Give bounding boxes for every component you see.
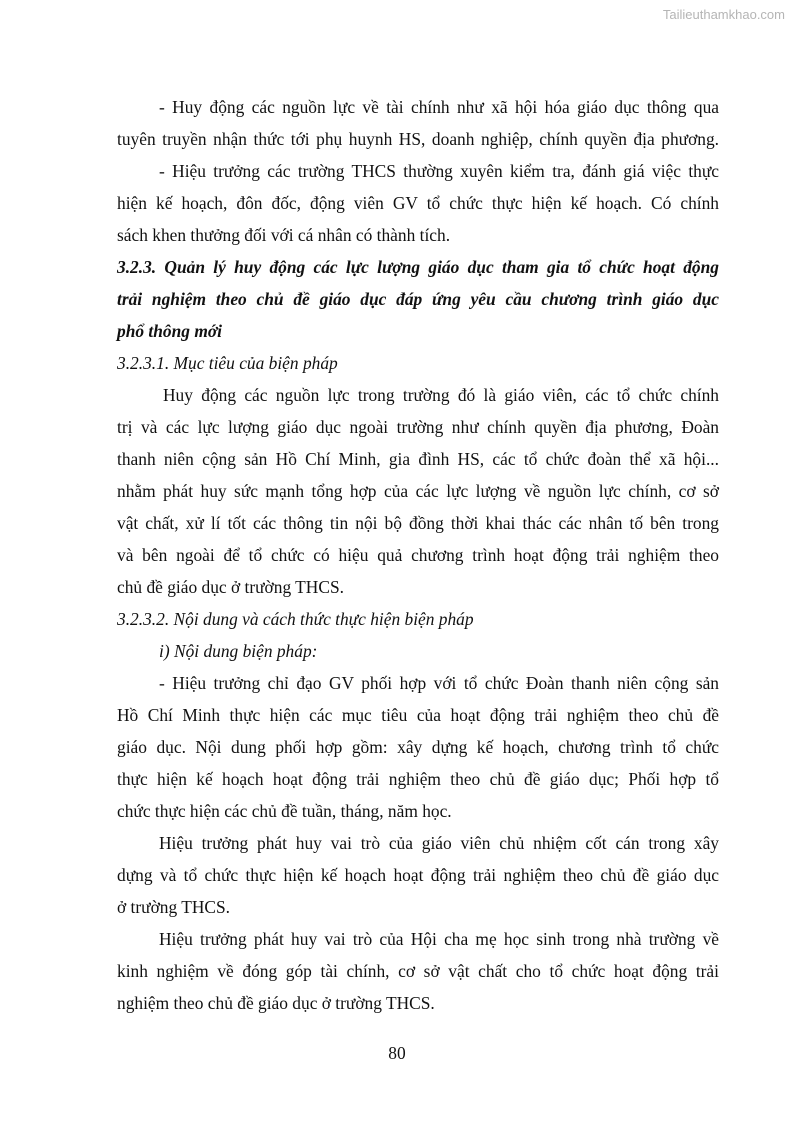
paragraph-line: Hồ Chí Minh thực hiện các mục tiêu của hoạt động trải nghiệm theo chủ đề bbox=[117, 705, 719, 725]
page-number: 80 bbox=[388, 1043, 406, 1063]
paragraph-line: nghiệm theo chủ đề giáo dục ở trường THCS. bbox=[117, 993, 435, 1013]
paragraph-line: nhằm phát huy sức mạnh tổng hợp của các lực lượng về nguồn lực chính, cơ sở bbox=[117, 481, 719, 501]
page-content bbox=[117, 91, 719, 1019]
subsection-heading: 3.2.3.2. Nội dung và cách thức thực hiện biện pháp bbox=[117, 609, 474, 629]
paragraph-line: kinh nghiệm về đóng góp tài chính, cơ sở vật chất cho tổ chức hoạt động trải bbox=[117, 961, 719, 981]
paragraph-line: - Hiệu trưởng chỉ đạo GV phối hợp với tổ chức Đoàn thanh niên cộng sản bbox=[159, 673, 719, 693]
paragraph-line: sách khen thưởng đối với cá nhân có thành tích. bbox=[117, 225, 451, 245]
section-heading-line: 3.2.3. Quản lý huy động các lực lượng giáo dục tham gia tổ chức hoạt động bbox=[117, 257, 719, 277]
paragraph-line: - Huy động các nguồn lực về tài chính như xã hội hóa giáo dục thông qua bbox=[159, 97, 719, 117]
section-heading-line: phổ thông mới bbox=[117, 321, 223, 341]
paragraph-line: thanh niên cộng sản Hồ Chí Minh, gia đình HS, các tổ chức đoàn thể xã hội... bbox=[117, 449, 719, 469]
paragraph-line: Hiệu trưởng phát huy vai trò của Hội cha mẹ học sinh trong nhà trường về bbox=[159, 929, 719, 949]
paragraph-line: Hiệu trưởng phát huy vai trò của giáo viên chủ nhiệm cốt cán trong xây bbox=[159, 833, 719, 853]
section-heading-line: trải nghiệm theo chủ đề giáo dục đáp ứng yêu cầu chương trình giáo dục bbox=[117, 289, 719, 309]
paragraph-line: và bên ngoài để tổ chức có hiệu quả chương trình hoạt động trải nghiệm theo bbox=[117, 545, 719, 565]
paragraph-line: - Hiệu trưởng các trường THCS thường xuyên kiểm tra, đánh giá việc thực bbox=[159, 161, 719, 181]
paragraph-line: vật chất, xử lí tốt các thông tin nội bộ đồng thời khai thác các nhân tố bên trong bbox=[117, 513, 719, 533]
paragraph-line: chủ đề giáo dục ở trường THCS. bbox=[117, 577, 344, 597]
paragraph-line: trị và các lực lượng giáo dục ngoài trường như chính quyền địa phương, Đoàn bbox=[117, 417, 719, 437]
paragraph-line: thực hiện kế hoạch hoạt động trải nghiệm theo chủ đề giáo dục; Phối hợp tổ bbox=[117, 769, 719, 789]
paragraph-line: Huy động các nguồn lực trong trường đó là giáo viên, các tổ chức chính bbox=[163, 385, 719, 405]
paragraph-line: hiện kế hoạch, đôn đốc, động viên GV tổ chức thực hiện kế hoạch. Có chính bbox=[117, 193, 719, 213]
item-heading: i) Nội dung biện pháp: bbox=[159, 641, 318, 661]
subsection-heading: 3.2.3.1. Mục tiêu của biện pháp bbox=[117, 353, 338, 373]
paragraph-line: giáo dục. Nội dung phối hợp gồm: xây dựng kế hoạch, chương trình tổ chức bbox=[117, 737, 719, 757]
paragraph-line: dựng và tổ chức thực hiện kế hoạch hoạt động trải nghiệm theo chủ đề giáo dục bbox=[117, 865, 719, 885]
paragraph-line: tuyên truyền nhận thức tới phụ huynh HS, doanh nghiệp, chính quyền địa phương. bbox=[117, 129, 719, 149]
watermark: Tailieuthamkhao.com bbox=[662, 7, 785, 22]
paragraph-line: chức thực hiện các chủ đề tuần, tháng, năm học. bbox=[117, 801, 452, 821]
paragraph-line: ở trường THCS. bbox=[117, 897, 231, 917]
